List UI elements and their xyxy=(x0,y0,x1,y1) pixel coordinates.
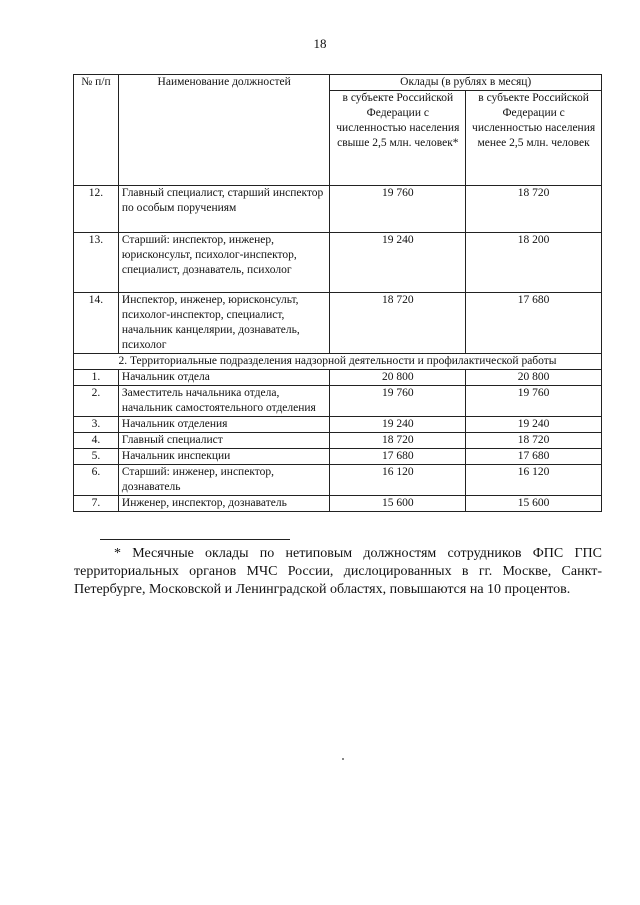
row-salary-a: 19 240 xyxy=(330,233,466,293)
row-num: 2. xyxy=(74,386,119,417)
section-row xyxy=(74,354,602,370)
row-salary-b: 18 720 xyxy=(466,186,602,233)
header-salaries: Оклады (в рублях в месяц) xyxy=(330,75,602,91)
table-row xyxy=(74,293,602,354)
row-salary-a: 18 720 xyxy=(330,433,466,449)
row-position: Старший: инспектор, инженер, юрисконсульт, психолог-инспектор, специалист, дознаватель, психолог xyxy=(118,233,330,293)
table-row xyxy=(74,449,602,465)
header-col-b: в субъекте Российской Федерации с численностью населения менее 2,5 млн. человек xyxy=(466,91,602,186)
table-row xyxy=(74,465,602,496)
row-salary-a: 18 720 xyxy=(330,293,466,354)
row-salary-b: 16 120 xyxy=(466,465,602,496)
header-row xyxy=(74,75,602,91)
row-position: Заместитель начальника отдела, начальник самостоятельного отделения xyxy=(118,386,330,417)
table-row xyxy=(74,386,602,417)
row-salary-b: 19 240 xyxy=(466,417,602,433)
row-position: Начальник отделения xyxy=(118,417,330,433)
table-row xyxy=(74,496,602,512)
row-position: Старший: инженер, инспектор, дознаватель xyxy=(118,465,330,496)
row-salary-b: 18 720 xyxy=(466,433,602,449)
row-position: Начальник отдела xyxy=(118,370,330,386)
row-num: 1. xyxy=(74,370,119,386)
row-num: 12. xyxy=(74,186,119,233)
table-row xyxy=(74,186,602,233)
row-position: Начальник инспекции xyxy=(118,449,330,465)
row-salary-b: 17 680 xyxy=(466,449,602,465)
row-num: 5. xyxy=(74,449,119,465)
row-salary-a: 15 600 xyxy=(330,496,466,512)
header-col-a: в субъекте Российской Федерации с численностью населения свыше 2,5 млн. человек* xyxy=(330,91,466,186)
row-salary-b: 17 680 xyxy=(466,293,602,354)
row-position: Инспектор, инженер, юрисконсульт, психолог-инспектор, специалист, начальник канцелярии, дознаватель, психолог xyxy=(118,293,330,354)
row-salary-b: 15 600 xyxy=(466,496,602,512)
row-position: Главный специалист xyxy=(118,433,330,449)
scan-speck xyxy=(342,758,344,760)
footnote: * Месячные оклады по нетиповым должностям сотрудников ФПС ГПС территориальных органов МЧС России, дислоцированных в гг. Москве, Санкт-Петербурге, Московской и Ленинградской областях, повышаются на 10 процентов. xyxy=(74,546,602,597)
row-num: 14. xyxy=(74,293,119,354)
table-row xyxy=(74,433,602,449)
row-position: Главный специалист, старший инспектор по особым поручениям xyxy=(118,186,330,233)
row-salary-a: 20 800 xyxy=(330,370,466,386)
row-num: 4. xyxy=(74,433,119,449)
row-num: 13. xyxy=(74,233,119,293)
row-num: 3. xyxy=(74,417,119,433)
page-number: 18 xyxy=(313,36,327,51)
row-salary-a: 19 760 xyxy=(330,186,466,233)
row-salary-b: 19 760 xyxy=(466,386,602,417)
row-salary-a: 16 120 xyxy=(330,465,466,496)
row-salary-a: 19 240 xyxy=(330,417,466,433)
row-salary-a: 19 760 xyxy=(330,386,466,417)
section-title: 2. Территориальные подразделения надзорной деятельности и профилактической работы xyxy=(74,354,602,370)
table-row xyxy=(74,417,602,433)
header-name: Наименование должностей xyxy=(118,75,330,186)
table-row xyxy=(74,370,602,386)
footnote-divider xyxy=(100,539,290,540)
row-num: 6. xyxy=(74,465,119,496)
row-position: Инженер, инспектор, дознаватель xyxy=(118,496,330,512)
row-salary-a: 17 680 xyxy=(330,449,466,465)
row-salary-b: 20 800 xyxy=(466,370,602,386)
row-salary-b: 18 200 xyxy=(466,233,602,293)
row-num: 7. xyxy=(74,496,119,512)
header-num: № п/п xyxy=(74,75,119,186)
salary-table xyxy=(73,74,602,512)
table-row xyxy=(74,233,602,293)
